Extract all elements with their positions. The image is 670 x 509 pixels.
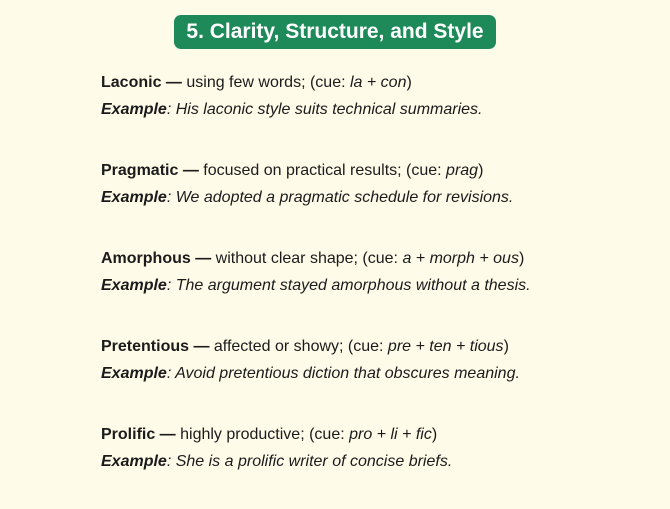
example-colon: : [166,453,172,470]
cue-suffix: ) [431,426,438,443]
vocab-term: Pragmatic [101,162,179,179]
cue-prefix: (cue: [309,74,350,91]
definition-line [101,333,661,360]
term-separator: — [190,250,216,267]
definition-line [101,245,661,272]
example-sentence: Avoid pretentious diction that obscures meaning. [171,365,520,382]
cue-suffix: ) [503,338,509,355]
definition-line [101,157,661,184]
vocab-definition: highly productive; [180,426,310,443]
vocab-term: Laconic [101,74,162,91]
example-colon: : [166,101,172,118]
cue-prefix: (cue: [309,426,350,443]
example-label: Example [101,453,167,470]
vocab-definition: using few words; [186,74,310,91]
cue-suffix: ) [406,74,412,91]
vocab-definition: affected or showy; [213,338,348,355]
vocab-entry-prolific [101,421,661,509]
vocabulary-list [101,69,661,509]
example-line [101,96,661,123]
example-line [101,184,661,211]
vocab-cue: la + con [349,74,407,91]
vocab-cue: pre + ten + tious [387,338,504,355]
vocab-entry-pragmatic [101,157,661,245]
vocab-definition: without clear shape; [215,250,363,267]
example-line [101,448,661,475]
example-sentence: His laconic style suits technical summaries. [171,101,483,118]
term-separator: — [161,74,187,91]
vocab-term: Amorphous [101,250,191,267]
example-label: Example [101,277,167,294]
example-colon: : [166,189,172,206]
vocab-entry-laconic [101,69,661,157]
cue-prefix: (cue: [347,338,388,355]
cue-suffix: ) [518,250,525,267]
vocab-cue: a + morph + ous [402,250,519,267]
vocab-cue: pro + li + fic [349,426,432,443]
example-label: Example [101,189,167,206]
vocab-entry-amorphous [101,245,661,333]
definition-line [101,421,661,448]
example-colon: : [166,365,172,382]
cue-suffix: ) [478,162,484,179]
example-sentence: She is a prolific writer of concise briefs. [171,453,453,470]
vocab-term: Pretentious [101,338,190,355]
vocab-definition: focused on practical results; [203,162,407,179]
term-separator: — [178,162,204,179]
vocab-cue: prag [446,162,479,179]
cue-prefix: (cue: [406,162,447,179]
vocab-term: Prolific [101,426,156,443]
example-sentence: The argument stayed amorphous without a thesis. [171,277,531,294]
title-container [0,15,670,49]
example-sentence: We adopted a pragmatic schedule for revisions. [171,189,514,206]
example-label: Example [101,365,167,382]
section-title: 5. Clarity, Structure, and Style [174,15,495,49]
term-separator: — [189,338,214,355]
example-colon: : [166,277,172,294]
vocab-entry-pretentious [101,333,661,421]
definition-line [101,69,661,96]
example-line [101,272,661,299]
term-separator: — [155,426,181,443]
cue-prefix: (cue: [362,250,403,267]
example-line [101,360,661,387]
example-label: Example [101,101,167,118]
